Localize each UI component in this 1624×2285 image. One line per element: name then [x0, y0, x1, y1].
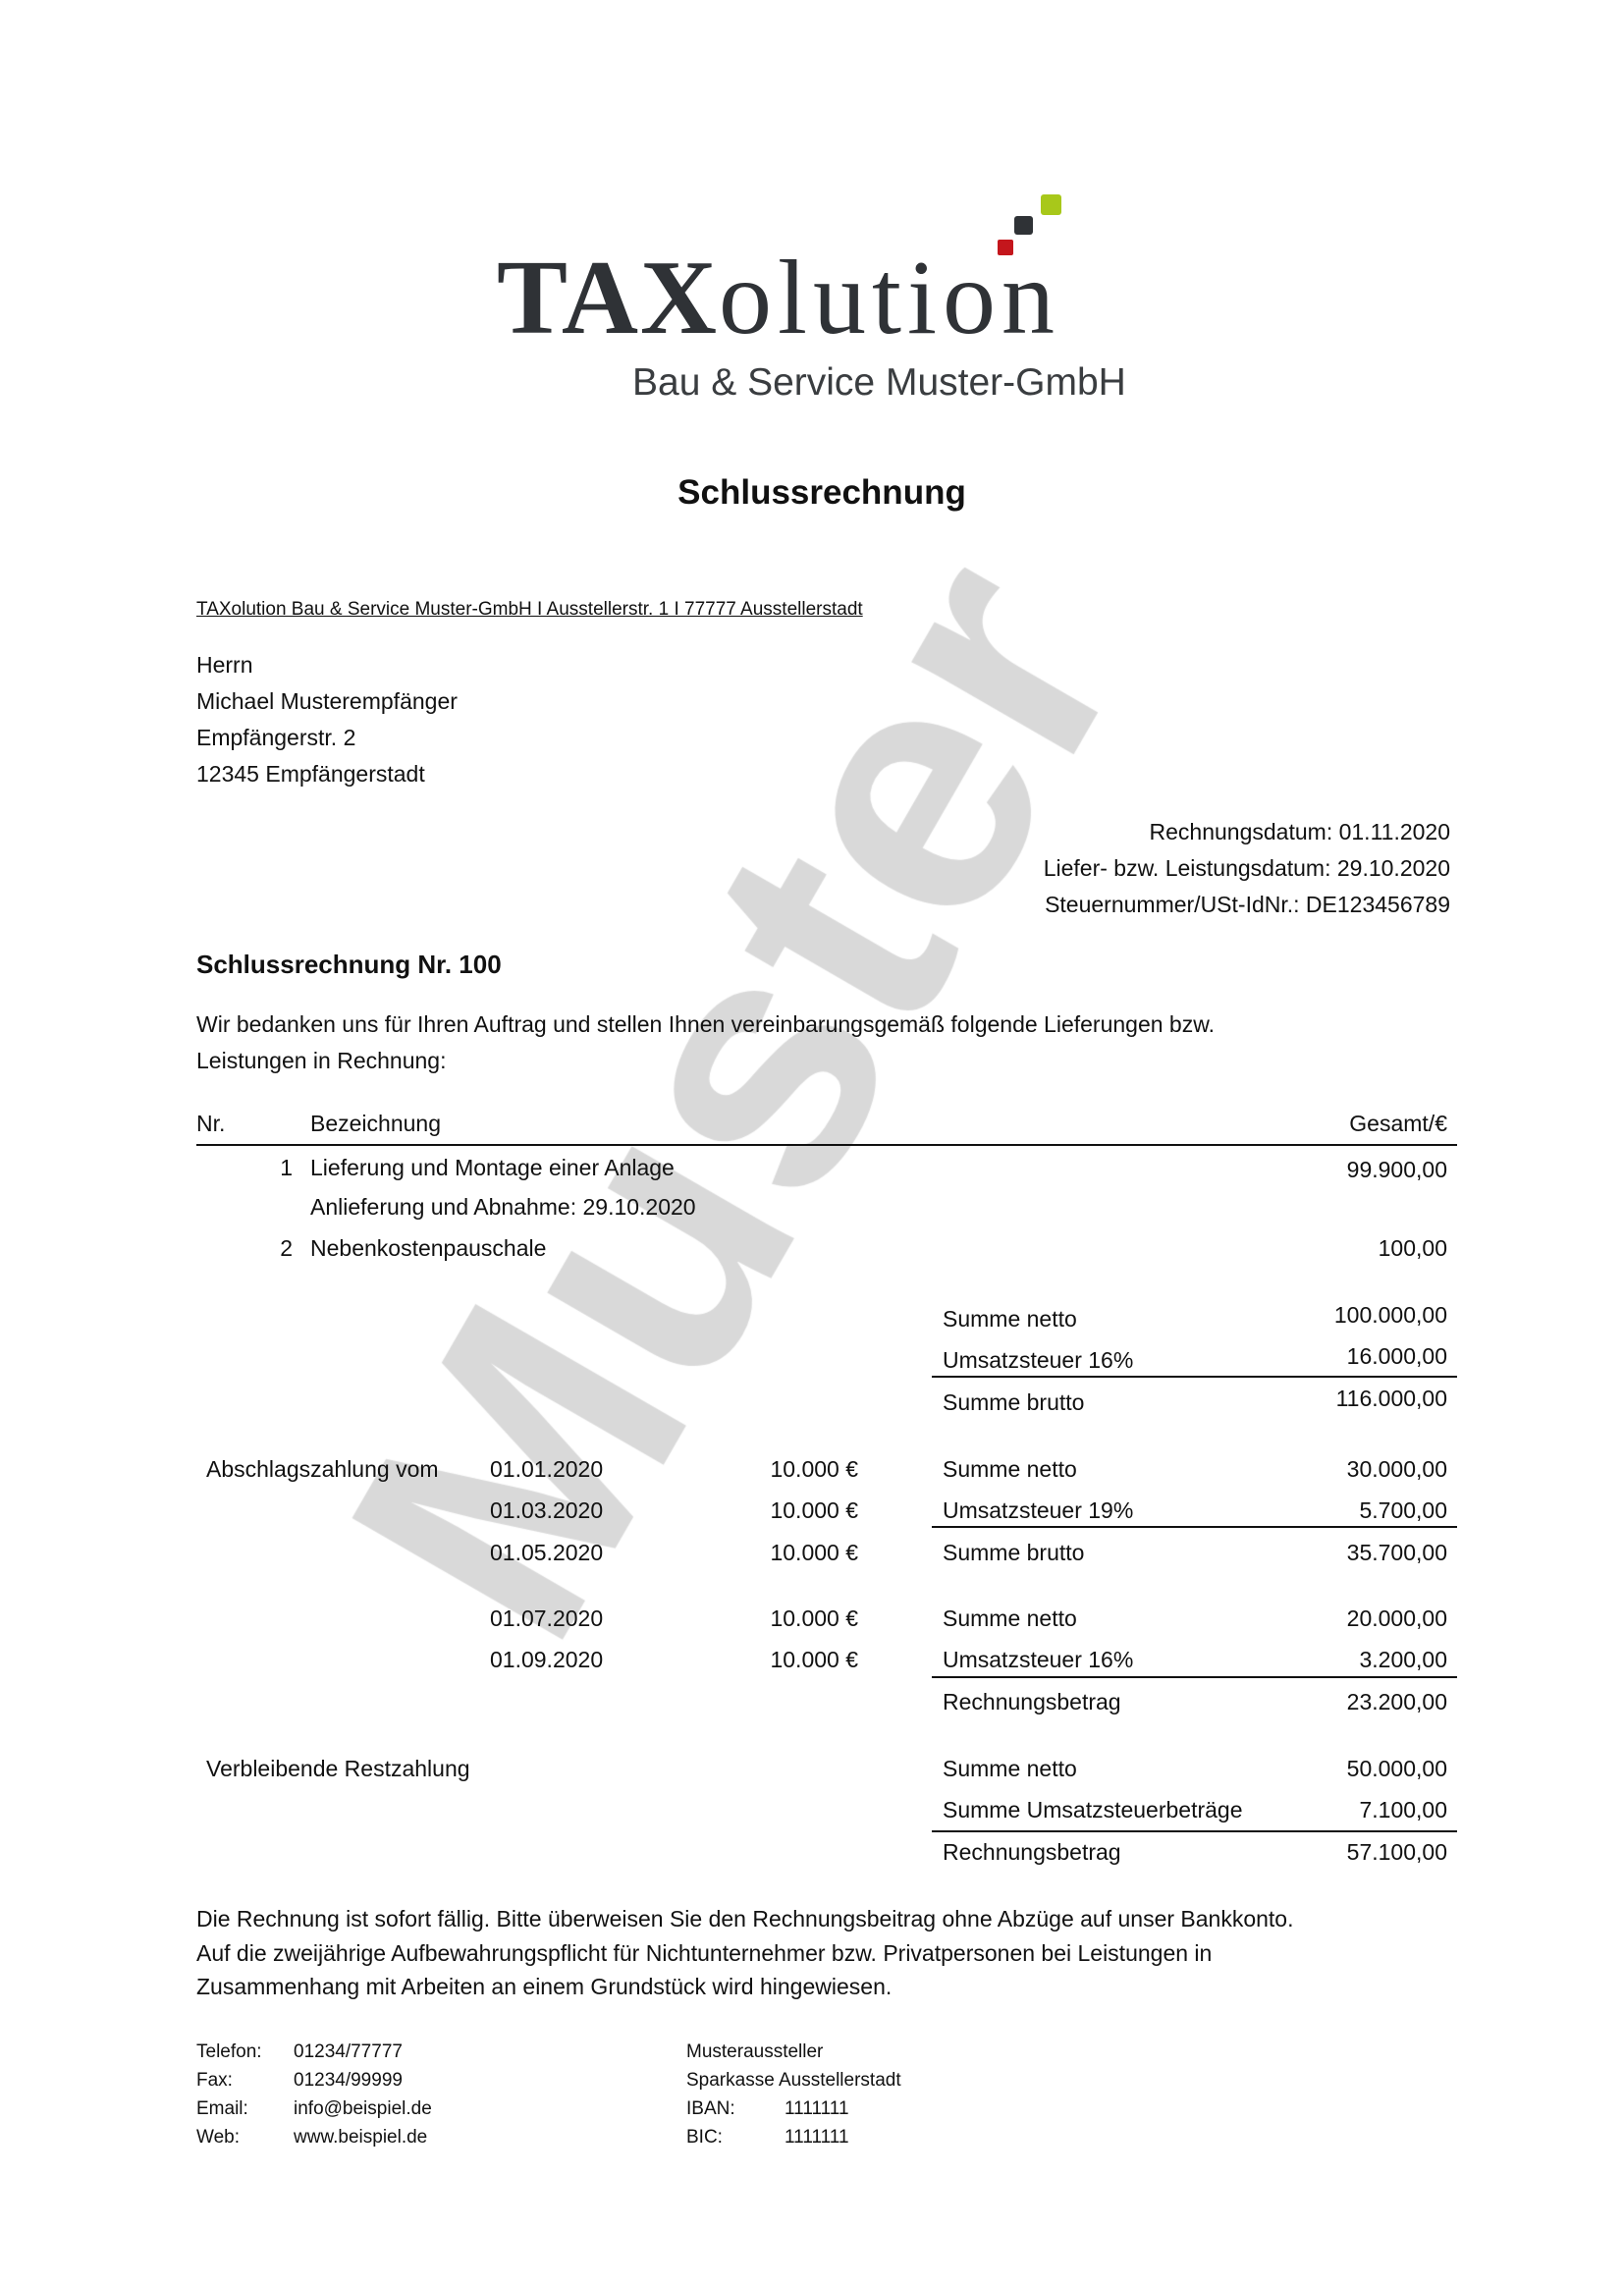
footer-iban: 1111111 [785, 2098, 849, 2119]
footer-bank-holder: Musteraussteller [686, 2041, 824, 2062]
summary-value: 23.200,00 [1346, 1689, 1447, 1714]
footer-label: BIC: [686, 2127, 723, 2148]
summary-value: 5.700,00 [1359, 1497, 1447, 1523]
closing-line: Zusammenhang mit Arbeiten an einem Grundstück wird hingewiesen. [196, 1974, 893, 1999]
summary-value: 7.100,00 [1359, 1797, 1447, 1823]
summary-value: 20.000,00 [1346, 1605, 1447, 1631]
row-description: Nebenkostenpauschale [310, 1235, 547, 1261]
advance-amount: 10.000 € [770, 1540, 858, 1565]
footer-bank-name: Sparkasse Ausstellerstadt [686, 2070, 901, 2091]
row-total: 100,00 [1378, 1235, 1447, 1261]
summary-label: Summe brutto [943, 1540, 1085, 1565]
footer-label: Fax: [196, 2070, 233, 2091]
footer-fax: 01234/99999 [294, 2070, 403, 2091]
summary-label: Summe netto [943, 1756, 1077, 1781]
footer-email: info@beispiel.de [294, 2098, 432, 2119]
invoice-date: Rechnungsdatum: 01.11.2020 [1149, 819, 1450, 844]
recipient-line: 12345 Empfängerstadt [196, 761, 425, 787]
summary-label: Umsatzsteuer 16% [943, 1347, 1134, 1373]
recipient-line: Michael Musterempfänger [196, 688, 458, 714]
recipient-line: Herrn [196, 652, 253, 678]
summary-label: Summe Umsatzsteuerbeträge [943, 1797, 1243, 1823]
summary-label: Rechnungsbetrag [943, 1839, 1121, 1865]
delivery-date: Liefer- bzw. Leistungsdatum: 29.10.2020 [1043, 855, 1450, 881]
sender-line: TAXolution Bau & Service Muster-GmbH I Ausstellerstr. 1 I 77777 Ausstellerstadt [196, 599, 863, 620]
summary-rule [932, 1376, 1457, 1378]
invoice-heading: Schlussrechnung Nr. 100 [196, 950, 502, 979]
advance-date: 01.01.2020 [490, 1456, 604, 1482]
advance-label: Abschlagszahlung vom [206, 1456, 439, 1482]
tax-id: Steuernummer/USt-IdNr.: DE123456789 [1045, 892, 1450, 917]
logo-green-square [1041, 194, 1061, 215]
summary-rule [932, 1830, 1457, 1832]
intro-text: Leistungen in Rechnung: [196, 1048, 447, 1073]
summary-value: 50.000,00 [1346, 1756, 1447, 1781]
summary-value: 35.700,00 [1346, 1540, 1447, 1565]
row-description-detail: Anlieferung und Abnahme: 29.10.2020 [310, 1194, 696, 1220]
summary-value: 3.200,00 [1359, 1647, 1447, 1672]
remaining-label: Verbleibende Restzahlung [206, 1756, 470, 1781]
footer-label: IBAN: [686, 2098, 735, 2119]
summary-label: Summe netto [943, 1306, 1077, 1332]
closing-line: Auf die zweijährige Aufbewahrungspflicht für Nichtunternehmer bzw. Privatpersonen bei Leistungen in [196, 1940, 1213, 1966]
intro-text: Wir bedanken uns für Ihren Auftrag und stellen Ihnen vereinbarungsgemäß folgende Lieferungen bzw. [196, 1011, 1215, 1037]
logo-subtitle: Bau & Service Muster-GmbH [632, 361, 1126, 404]
summary-value: 100.000,00 [1333, 1302, 1447, 1328]
summary-label: Summe brutto [943, 1389, 1085, 1415]
advance-date: 01.05.2020 [490, 1540, 604, 1565]
advance-amount: 10.000 € [770, 1605, 858, 1631]
summary-value: 116.000,00 [1335, 1386, 1447, 1411]
logo-dark-square [1014, 216, 1033, 235]
advance-date: 01.03.2020 [490, 1497, 604, 1523]
footer-label: Telefon: [196, 2041, 262, 2062]
footer-label: Web: [196, 2127, 241, 2148]
recipient-line: Empfängerstr. 2 [196, 725, 356, 750]
row-nr: 2 [280, 1235, 293, 1261]
summary-label: Summe netto [943, 1456, 1077, 1482]
summary-value: 16.000,00 [1346, 1343, 1447, 1369]
summary-value: 57.100,00 [1346, 1839, 1447, 1865]
advance-amount: 10.000 € [770, 1456, 858, 1482]
row-total: 99.900,00 [1346, 1157, 1447, 1182]
logo-wordmark [497, 240, 1061, 356]
advance-amount: 10.000 € [770, 1497, 858, 1523]
summary-label: Summe netto [943, 1605, 1077, 1631]
summary-value: 30.000,00 [1346, 1456, 1447, 1482]
summary-label: Umsatzsteuer 19% [943, 1497, 1134, 1523]
footer-phone: 01234/77777 [294, 2041, 403, 2062]
closing-line: Die Rechnung ist sofort fällig. Bitte überweisen Sie den Rechnungsbeitrag ohne Abzüge auf unser Bankkonto. [196, 1906, 1294, 1931]
footer-bic: 1111111 [785, 2127, 849, 2148]
logo-olution: olution [719, 240, 1061, 356]
header-description: Bezeichnung [310, 1111, 441, 1136]
summary-label: Umsatzsteuer 16% [943, 1647, 1134, 1672]
summary-rule [932, 1526, 1457, 1528]
advance-amount: 10.000 € [770, 1647, 858, 1672]
logo-tax: TAX [497, 240, 720, 356]
row-nr: 1 [280, 1155, 293, 1180]
header-rule [196, 1144, 1457, 1146]
row-description: Lieferung und Montage einer Anlage [310, 1155, 675, 1180]
advance-date: 01.07.2020 [490, 1605, 604, 1631]
footer-label: Email: [196, 2098, 248, 2119]
advance-date: 01.09.2020 [490, 1647, 604, 1672]
header-total: Gesamt/€ [1349, 1111, 1447, 1136]
page-title: Schlussrechnung [677, 473, 966, 512]
header-nr: Nr. [196, 1111, 226, 1136]
summary-rule [932, 1676, 1457, 1678]
footer-web: www.beispiel.de [294, 2127, 428, 2148]
summary-label: Rechnungsbetrag [943, 1689, 1121, 1714]
